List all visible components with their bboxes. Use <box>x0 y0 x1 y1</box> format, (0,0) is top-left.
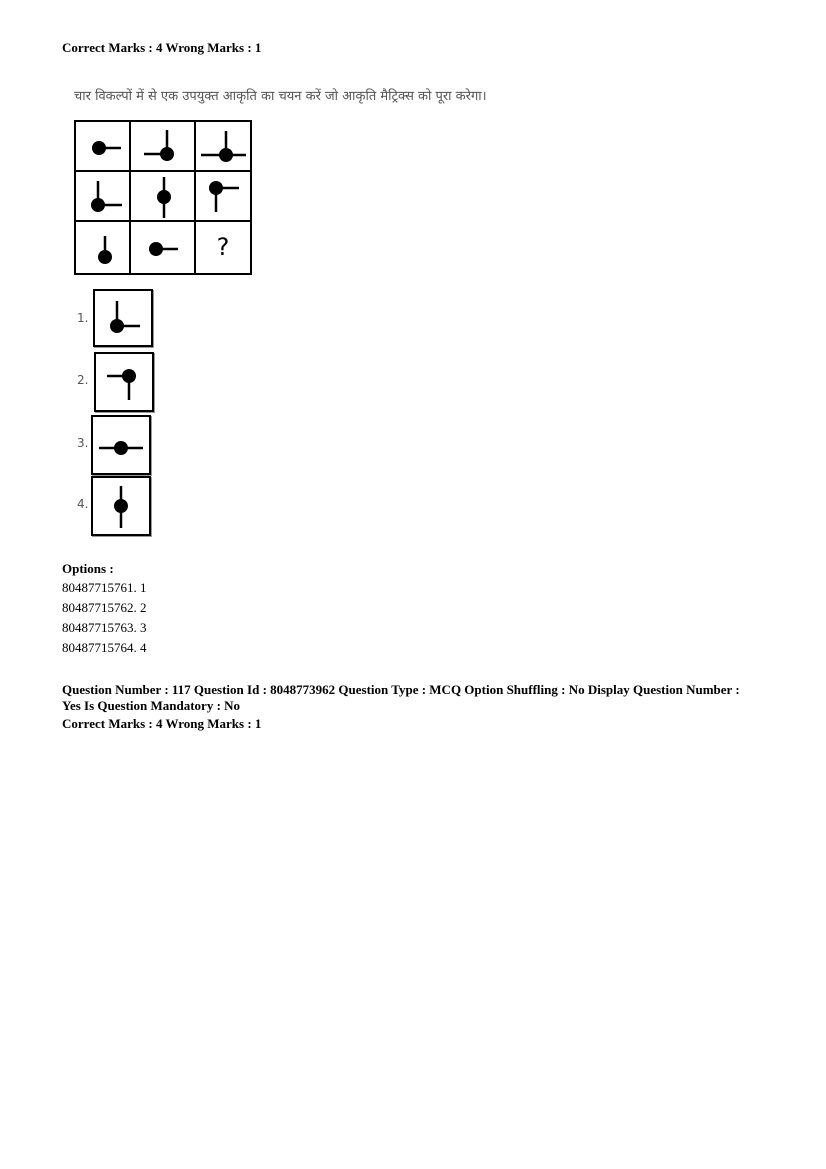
dot-with-up-and-right-arms-icon <box>76 172 129 220</box>
dot-with-right-and-down-arms-icon <box>196 172 250 220</box>
matrix-cell-1-3 <box>196 122 250 172</box>
answer-option-1-figure[interactable] <box>93 289 153 347</box>
question-info-line-1: Question Number : 117 Question Id : 8048773962 Question Type : MCQ Option Shuffling : No Display Question Number : <box>62 682 740 697</box>
option-item[interactable]: 80487715761. 1 <box>62 580 147 595</box>
matrix-cell-3-3 <box>196 222 250 273</box>
answer-option-4-number: 4. <box>77 497 89 511</box>
option-item[interactable]: 80487715764. 4 <box>62 640 147 655</box>
matrix-cell-2-1 <box>76 172 131 222</box>
matrix-cell-1-1 <box>76 122 131 172</box>
dot-with-up-arm-icon <box>76 222 129 273</box>
dot-with-left-and-right-arms-icon <box>93 417 149 473</box>
answer-option-2-number: 2. <box>77 373 89 387</box>
option-item[interactable]: 80487715763. 3 <box>62 620 147 635</box>
option-item[interactable]: 80487715762. 2 <box>62 600 147 615</box>
dot-with-left-and-down-arms-icon <box>96 354 152 410</box>
question-instruction: चार विकल्पों में से एक उपयुक्त आकृति का चयन करें जो आकृति मैट्रिक्स को पूरा करेगा। <box>74 89 487 104</box>
figure-matrix <box>74 120 252 275</box>
dot-with-up-left-right-arms-icon <box>196 122 250 170</box>
matrix-cell-2-3 <box>196 172 250 222</box>
answer-option-3-number: 3. <box>77 436 89 450</box>
dot-with-up-and-down-arms-icon <box>93 478 149 534</box>
dot-with-up-and-down-arms-icon <box>131 172 194 220</box>
matrix-cell-3-2 <box>131 222 196 273</box>
question-info-line-2: Yes Is Question Mandatory : No <box>62 698 241 713</box>
marks-line: Correct Marks : 4 Wrong Marks : 1 <box>62 40 262 55</box>
dot-with-right-arm-icon <box>76 122 129 170</box>
dot-with-right-arm-icon <box>131 222 194 273</box>
options-heading: Options : <box>62 561 114 576</box>
matrix-cell-3-1 <box>76 222 131 273</box>
missing-figure-symbol: ? <box>216 233 230 261</box>
answer-option-2-figure[interactable] <box>94 352 154 412</box>
matrix-cell-1-2 <box>131 122 196 172</box>
answer-option-3-figure[interactable] <box>91 415 151 475</box>
dot-with-up-and-right-arms-icon <box>95 291 151 345</box>
matrix-cell-2-2 <box>131 172 196 222</box>
dot-with-up-and-left-arms-icon <box>131 122 194 170</box>
answer-option-4-figure[interactable] <box>91 476 151 536</box>
next-question-marks-line: Correct Marks : 4 Wrong Marks : 1 <box>62 716 262 731</box>
answer-option-1-number: 1. <box>77 311 89 325</box>
